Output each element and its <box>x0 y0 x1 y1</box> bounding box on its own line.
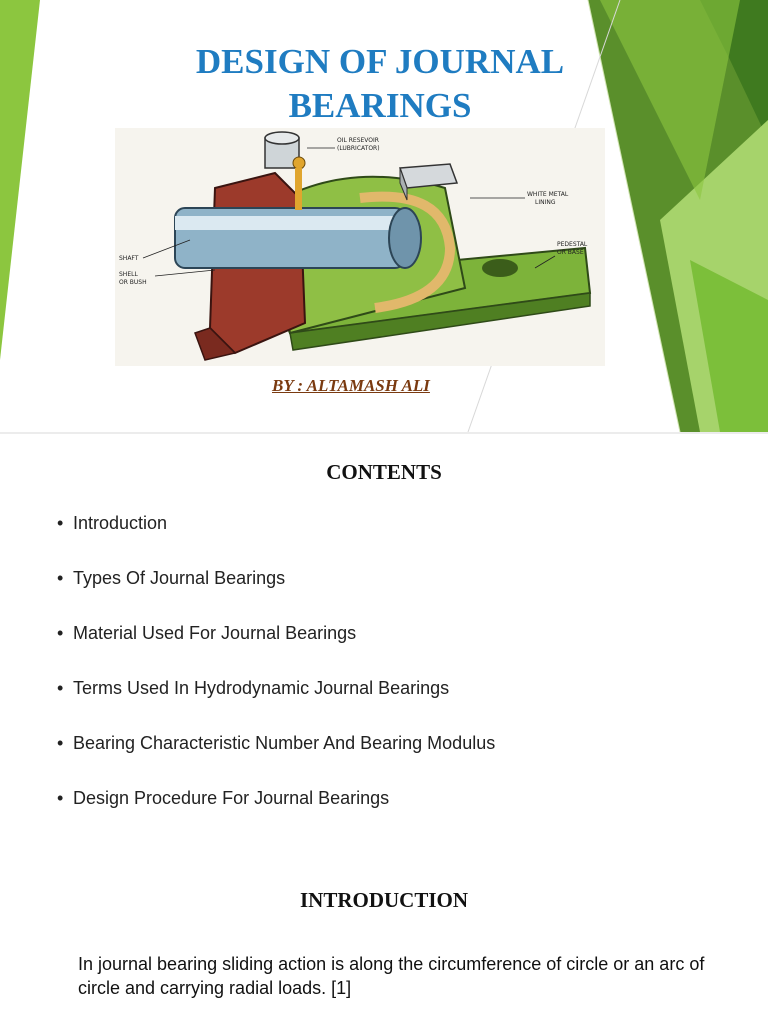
label-white-metal: WHITE METAL <box>527 191 569 198</box>
label-shaft: SHAFT <box>119 255 139 262</box>
label-lining: LINING <box>535 199 556 206</box>
introduction-heading: INTRODUCTION <box>299 888 469 912</box>
bullet-icon: • <box>57 513 64 533</box>
list-item <box>57 622 495 677</box>
introduction-text: In journal bearing sliding action is along the circumference of circle or an arc of circle and carrying radial loads. [1] <box>78 954 705 998</box>
bullet-icon: • <box>57 568 64 588</box>
slide-title <box>160 40 600 128</box>
bullet-icon: • <box>57 678 64 698</box>
title-slide <box>0 0 768 432</box>
title-line-2: BEARINGS <box>288 86 472 125</box>
title-line-1: DESIGN OF JOURNAL <box>195 42 565 81</box>
bullet-icon: • <box>57 623 64 643</box>
list-item-text: Design Procedure For Journal Bearings <box>73 788 390 808</box>
bullet-icon: • <box>57 733 64 753</box>
label-pedestal: PEDESTAL <box>557 241 588 248</box>
label-lubricator: (LUBRICATOR) <box>337 145 380 152</box>
list-item <box>57 787 495 842</box>
list-item <box>57 677 495 732</box>
list-item <box>57 732 495 787</box>
label-oil-reservoir: OIL RESEVOIR <box>337 137 379 144</box>
label-shell: SHELL <box>119 271 138 278</box>
slide-separator <box>0 432 768 434</box>
list-item <box>57 567 495 622</box>
contents-list <box>57 512 495 842</box>
label-or-base: OR BASE <box>557 249 584 256</box>
list-item-text: Material Used For Journal Bearings <box>73 623 357 643</box>
journal-bearing-diagram <box>115 128 605 366</box>
list-item-text: Introduction <box>73 513 168 533</box>
author-byline: BY : ALTAMASH ALI <box>272 376 430 395</box>
list-item-text: Terms Used In Hydrodynamic Journal Bearings <box>73 678 450 698</box>
label-or-bush: OR BUSH <box>119 279 147 286</box>
contents-heading: CONTENTS <box>326 460 442 484</box>
list-item <box>57 512 495 567</box>
list-item-text: Bearing Characteristic Number And Bearing Modulus <box>73 733 496 753</box>
list-item-text: Types Of Journal Bearings <box>73 568 286 588</box>
bullet-icon: • <box>57 788 64 808</box>
